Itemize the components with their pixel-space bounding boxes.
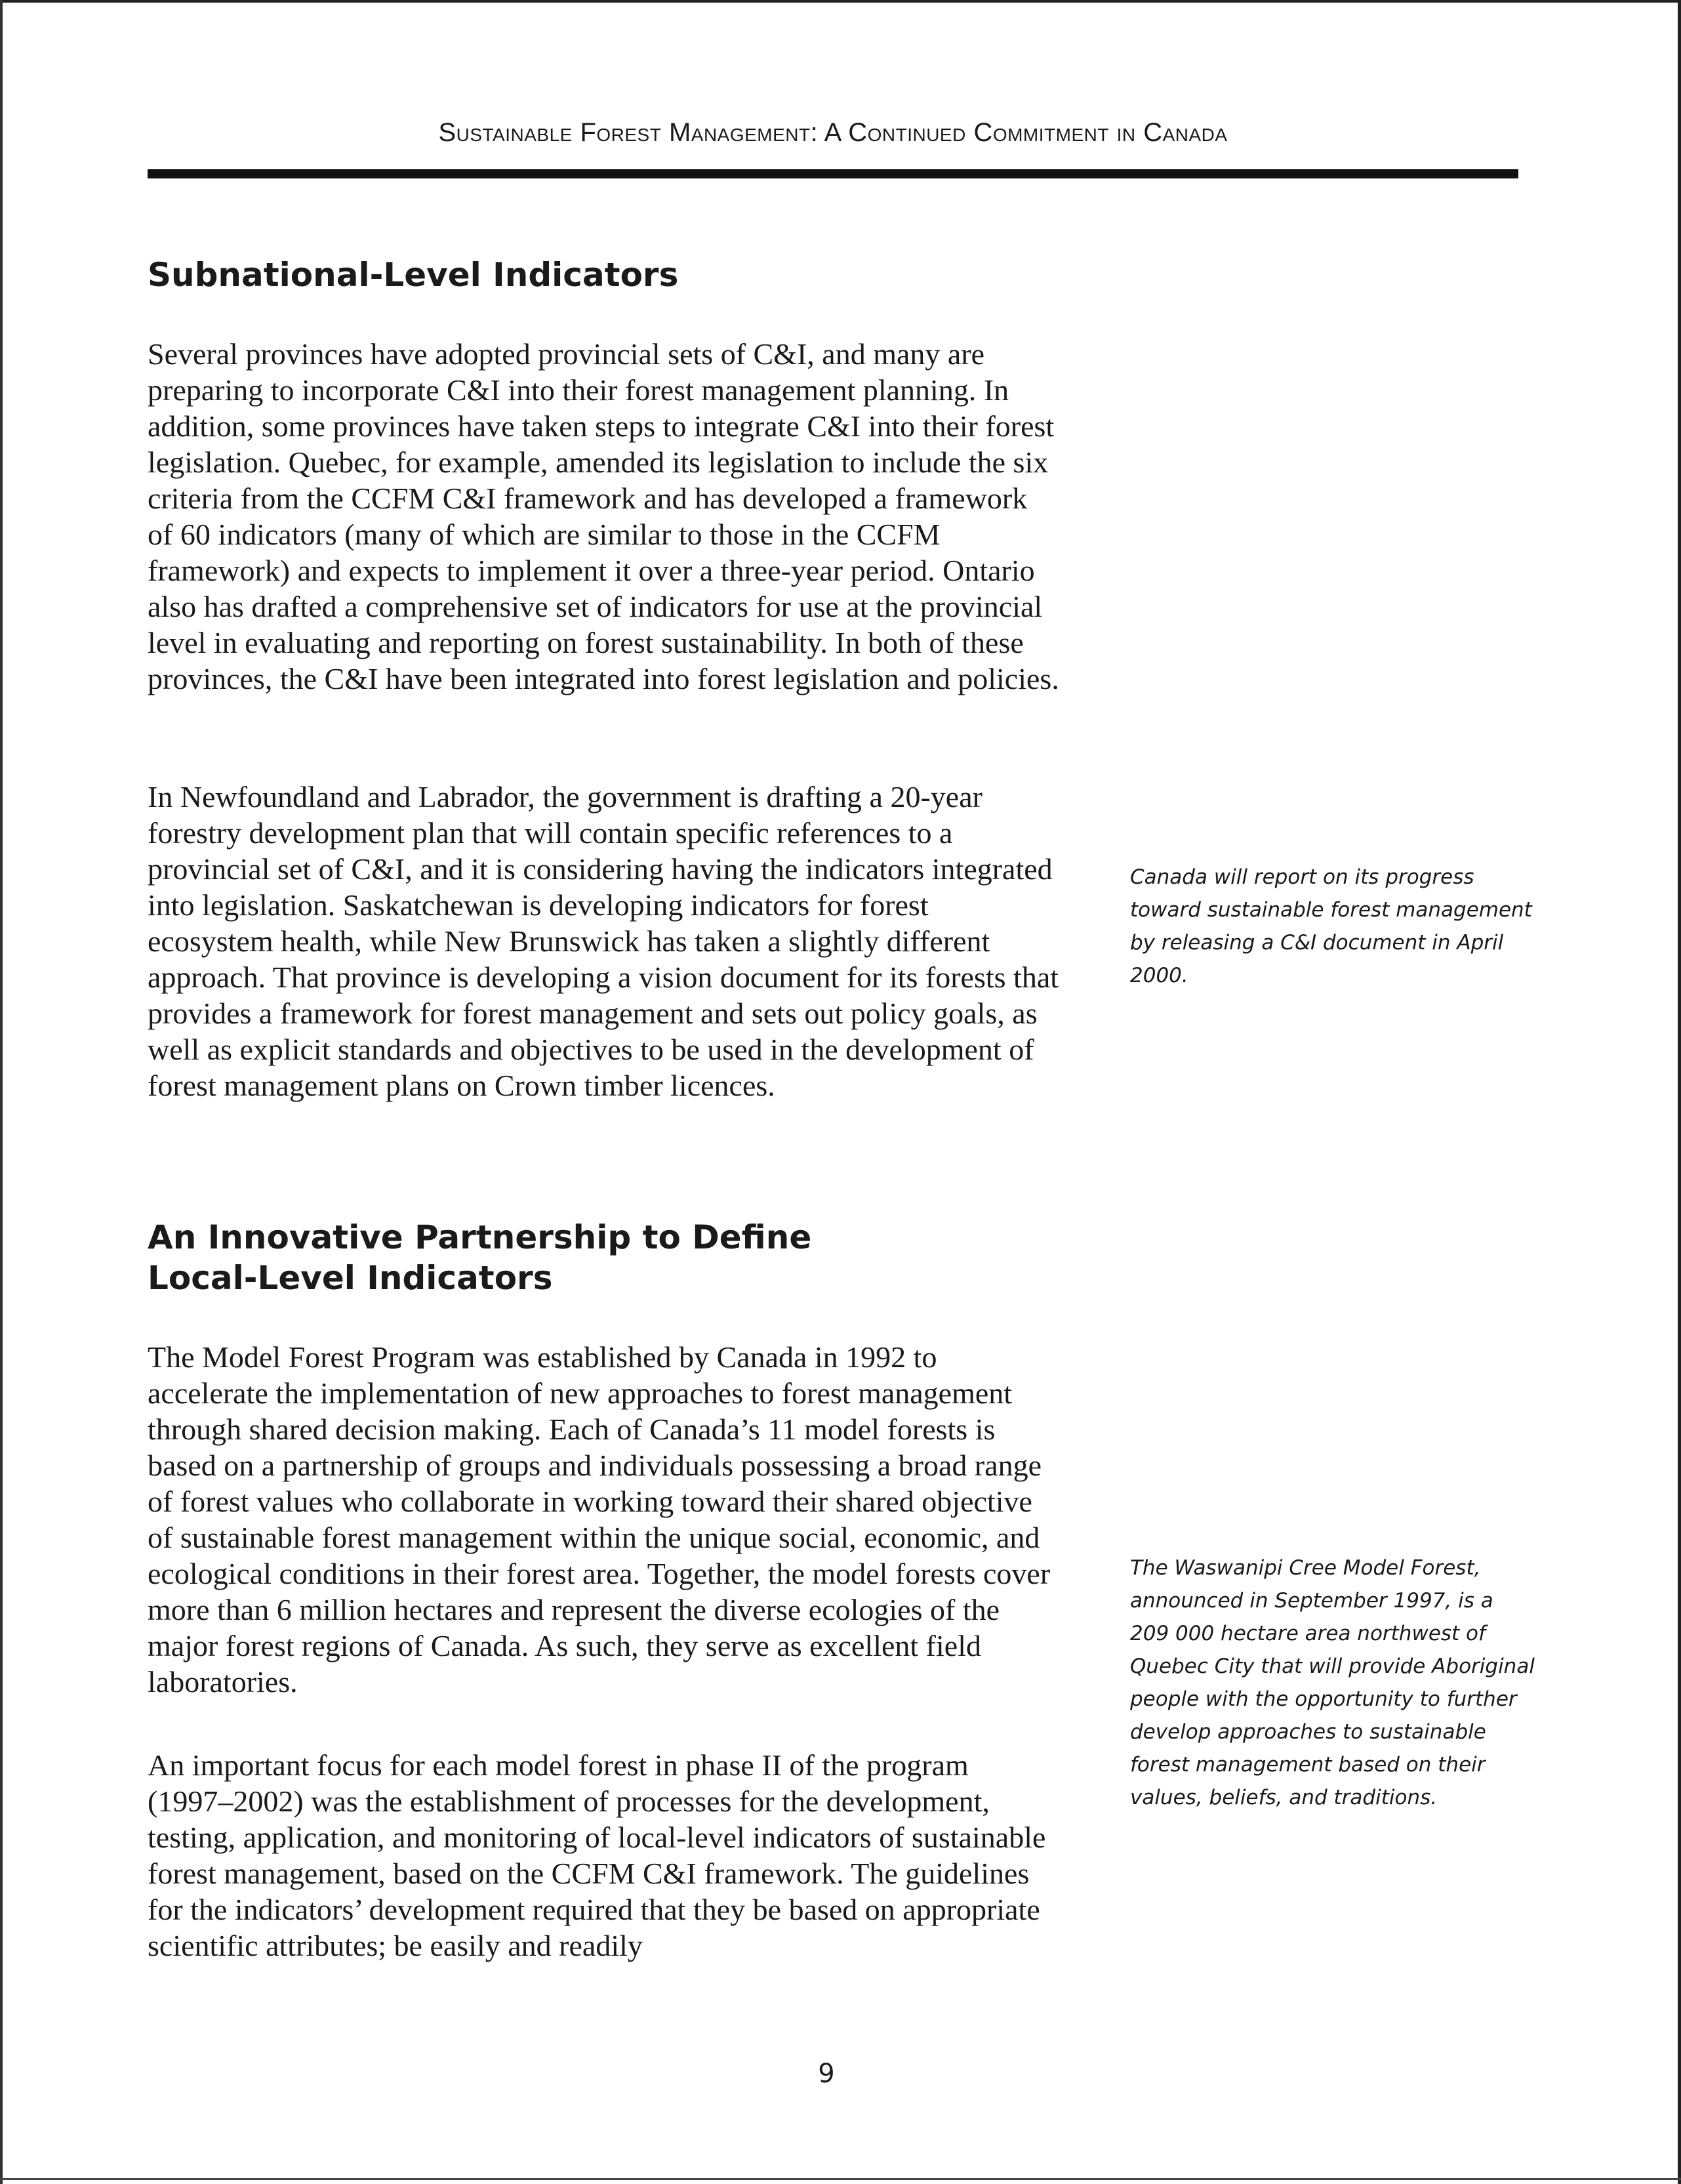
body-paragraph: The Model Forest Program was established by Canada in 1992 to accelerate the implementation of new approaches to forest management through shared decision making. Each of Canada’s 11 model forests is based on a partnership of groups and individuals possessing a broad range of forest values who collaborate in working toward their shared objective of sustainable forest management within the unique social, economic, and ecological conditions in their forest area. Together, the model forests cover more than 6 million hectares and represent the diverse ecologies of the major forest regions of Canada. As such, they serve as excellent field laboratories. xyxy=(148,1340,1051,1699)
sidebar-note: Canada will report on its progress toward sustainable forest management by releasing a C&I document in April 2000. xyxy=(1130,865,1532,987)
page-number: 9 xyxy=(818,2059,835,2089)
section-heading: An Innovative Partnership to Define Local-Level Indicators xyxy=(148,1218,812,1297)
page-border-right xyxy=(1678,0,1681,2184)
running-header: Sustainable Forest Management: A Continued Commitment in Canada xyxy=(438,118,1228,147)
header-rule xyxy=(148,169,1518,178)
page-border-left xyxy=(0,0,3,2184)
sidebar-note: The Waswanipi Cree Model Forest, announced in September 1997, is a 209 000 hectare area northwest of Quebec City that will provide Aboriginal people with the opportunity to further develop approaches to sustainable forest management based on their values, beliefs, and traditions. xyxy=(1130,1556,1535,1809)
body-paragraph: Several provinces have adopted provincial sets of C&I, and many are preparing to incorporate C&I into their forest management planning. In addition, some provinces have taken steps to integrate C&I into their forest legislation. Quebec, for example, amended its legislation to include the six criteria from the CCFM C&I framework and has developed a framework of 60 indicators (many of which are similar to those in the CCFM framework) and expects to implement it over a three-year period. Ontario also has drafted a comprehensive set of indicators for use at the provincial level in evaluating and reporting on forest sustainability. In both of these provinces, the C&I have been integrated into forest legislation and policies. xyxy=(148,337,1059,695)
body-paragraph: In Newfoundland and Labrador, the government is drafting a 20-year forestry development plan that will contain specific references to a provincial set of C&I, and it is considering having the indicators integrated into legislation. Saskatchewan is developing indicators for forest ecosystem health, while New Brunswick has taken a slightly different approach. That province is developing a vision document for its forests that provides a framework for forest management and sets out policy goals, as well as explicit standards and objectives to be used in the development of forest management plans on Crown timber licences. xyxy=(148,780,1059,1102)
page-border-top xyxy=(0,0,1681,3)
section-heading: Subnational-Level Indicators xyxy=(148,256,679,294)
page-border-bottom xyxy=(0,2178,1681,2180)
body-paragraph: An important focus for each model forest in phase II of the program (1997–2002) was the establishment of processes for the development, testing, application, and monitoring of local-level indicators of sustainable forest management, based on the CCFM C&I framework. The guidelines for the indicators’ development required that they be based on appropriate scientific attributes; be easily and readily xyxy=(148,1748,1046,1962)
